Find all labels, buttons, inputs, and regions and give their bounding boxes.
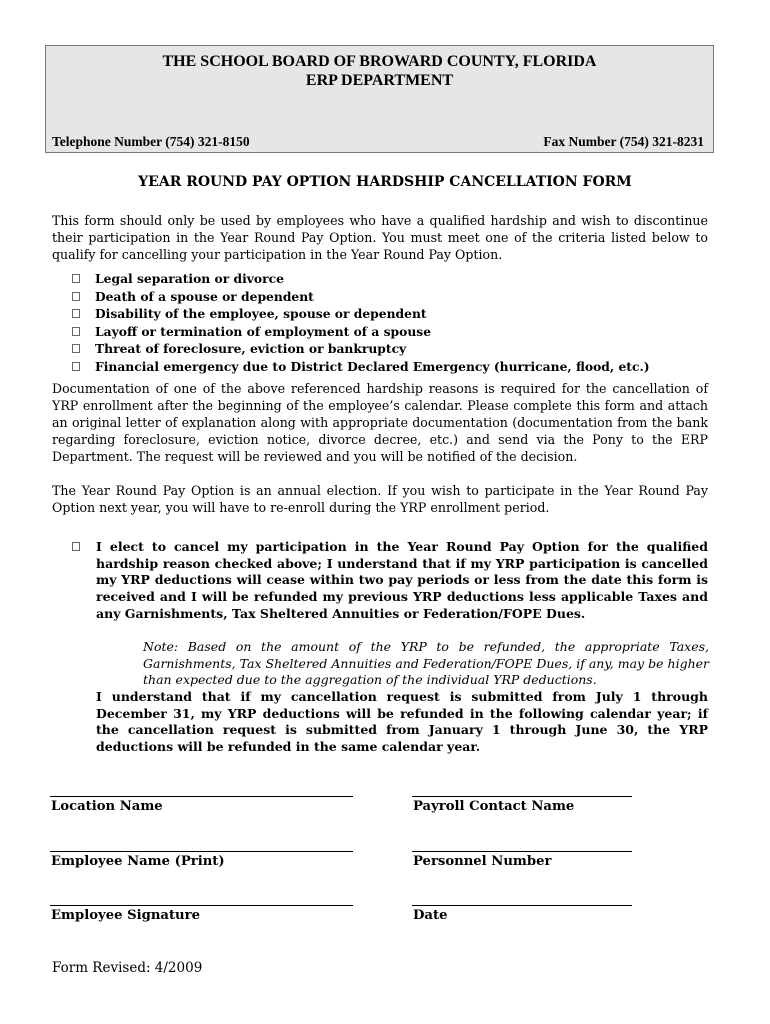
employee-name-label: Employee Name (Print) — [51, 854, 225, 869]
election-checkbox-icon[interactable] — [72, 542, 80, 551]
refund-note: Note: Based on the amount of the YRP to be refunded, the appropriate Taxes, Garnishments, Tax Sheltered Annuities and Federation/FOPE Dues, if any, may be higher than expected due to the aggregation of the individual YRP deductions. — [143, 639, 709, 688]
department-title: ERP DEPARTMENT — [305, 72, 454, 89]
intro-paragraph: This form should only be used by employees who have a qualified hardship and wish to discontinue their participation in the Year Round Pay Option. You must meet one of the criteria listed below to qualify for cancelling your participation in the Year Round Pay Option. — [52, 213, 708, 262]
documentation-paragraph: Documentation of one of the above referenced hardship reasons is required for the cancellation of YRP enrollment after the beginning of the employee’s calendar. Please complete this form and attach an original letter of explanation along with appropriate documentation (documentation from the bank regarding foreclosure, eviction notice, divorce decree, etc.) and send via the Pony to the ERP Department. The request will be reviewed and you will be notified of the decision. — [52, 381, 708, 464]
location-name-label: Location Name — [51, 799, 163, 814]
hardship-criteria-list — [72, 270, 712, 375]
employee-name-line[interactable] — [50, 851, 353, 852]
criteria-item[interactable] — [72, 288, 712, 306]
criteria-label: Disability of the employee, spouse or dependent — [95, 306, 427, 321]
checkbox-icon[interactable] — [72, 362, 80, 371]
criteria-item[interactable] — [72, 270, 712, 288]
date-label: Date — [413, 908, 448, 923]
checkbox-icon[interactable] — [72, 344, 80, 353]
annual-election-paragraph: The Year Round Pay Option is an annual election. If you wish to participate in the Year Round Pay Option next year, you will have to re-enroll during the YRP enrollment period. — [52, 483, 708, 515]
checkbox-icon[interactable] — [72, 274, 80, 283]
criteria-item[interactable] — [72, 358, 712, 376]
criteria-item[interactable] — [72, 305, 712, 323]
date-line[interactable] — [412, 905, 632, 906]
letterhead-box — [45, 45, 714, 153]
criteria-label: Death of a spouse or dependent — [95, 288, 314, 304]
telephone-number: Telephone Number (754) 321-8150 — [52, 134, 250, 149]
criteria-item[interactable] — [72, 323, 712, 341]
criteria-label: Layoff or termination of employment of a spouse — [95, 323, 432, 339]
payroll-contact-label: Payroll Contact Name — [413, 799, 575, 814]
checkbox-icon[interactable] — [72, 309, 80, 318]
form-title: YEAR ROUND PAY OPTION HARDSHIP CANCELLATION FORM — [138, 174, 632, 190]
employee-signature-label: Employee Signature — [51, 908, 200, 923]
form-revision: Form Revised: 4/2009 — [52, 960, 203, 976]
criteria-item[interactable] — [72, 340, 712, 358]
refund-timing-statement: I understand that if my cancellation request is submitted from July 1 through December 31, my YRP deductions will be refunded in the following calendar year; if the cancellation request is submitted from January 1 through June 30, the YRP deductions will be refunded in the same calendar year. — [96, 689, 708, 755]
personnel-number-line[interactable] — [412, 851, 632, 852]
criteria-label: Financial emergency due to District Declared Emergency (hurricane, flood, etc.) — [95, 358, 650, 374]
fax-number: Fax Number (754) 321-8231 — [543, 134, 704, 149]
checkbox-icon[interactable] — [72, 292, 80, 301]
checkbox-icon[interactable] — [72, 327, 80, 336]
location-name-line[interactable] — [50, 796, 353, 797]
criteria-label: Legal separation or divorce — [95, 271, 284, 286]
employee-signature-line[interactable] — [50, 905, 353, 906]
criteria-label: Threat of foreclosure, eviction or bankruptcy — [95, 341, 407, 356]
personnel-number-label: Personnel Number — [413, 854, 552, 869]
payroll-contact-line[interactable] — [412, 796, 632, 797]
election-statement: I elect to cancel my participation in the Year Round Pay Option for the qualified hardship reason checked above; I understand that if my YRP participation is cancelled my YRP deductions will cease within two pay periods or less from the date this form is received and I will be refunded my previous YRP deductions less applicable Taxes and any Garnishments, Tax Sheltered Annuities or Federation/FOPE Dues. — [96, 539, 708, 621]
org-title: THE SCHOOL BOARD OF BROWARD COUNTY, FLORIDA — [162, 53, 597, 70]
